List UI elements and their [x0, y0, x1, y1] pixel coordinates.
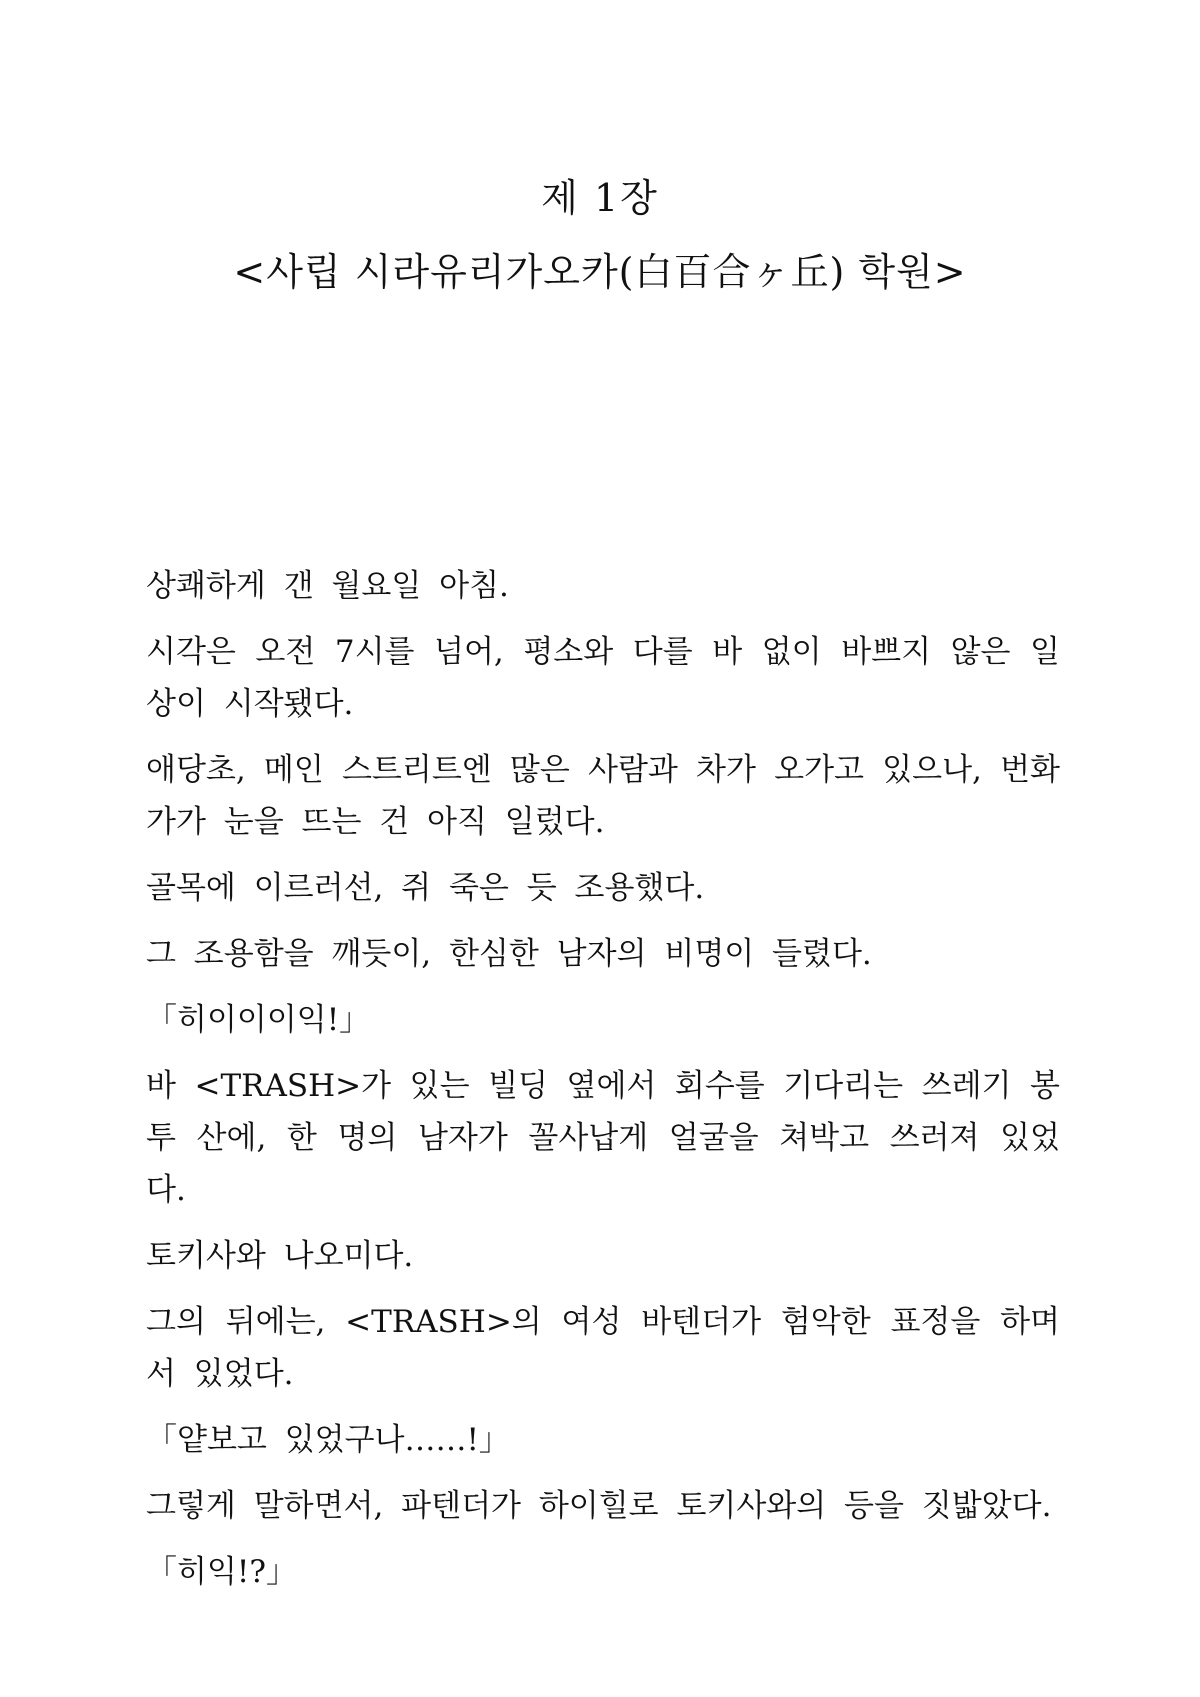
paragraph: 골목에 이르러선, 쥐 죽은 듯 조용했다.: [146, 870, 705, 906]
paragraph: 그의 뒤에는, <TRASH>의 여성 바텐더가 험악한 표정을 하며 서 있었다.: [146, 1304, 1060, 1392]
paragraph: 상쾌하게 갠 월요일 아침.: [146, 568, 509, 604]
paragraph: 애당초, 메인 스트리트엔 많은 사람과 차가 오가고 있으나, 번화가가 눈을 뜨는 건 아직 일렀다.: [146, 752, 1060, 840]
chapter-heading: [0, 168, 1200, 302]
paragraph: 시각은 오전 7시를 넘어, 평소와 다를 바 없이 바쁘지 않은 일상이 시작됐다.: [146, 634, 1060, 722]
dialogue-line: 「얕보고 있었구나……!」: [146, 1422, 510, 1458]
dialogue-line: 「히익!?」: [146, 1554, 297, 1590]
paragraph: 그렇게 말하면서, 파텐더가 하이힐로 토키사와의 등을 짓밟았다.: [146, 1488, 1052, 1524]
paragraph: 토키사와 나오미다.: [146, 1238, 414, 1274]
dialogue-line: 「히이이이익!」: [146, 1002, 371, 1038]
paragraph: 그 조용함을 깨듯이, 한심한 남자의 비명이 들렸다.: [146, 936, 872, 972]
body-text: [146, 560, 1060, 1612]
chapter-number: 제 1장: [541, 176, 659, 220]
chapter-title: <사립 시라유리가오카(白百合ヶ丘) 학원>: [233, 250, 967, 294]
paragraph: 바 <TRASH>가 있는 빌딩 옆에서 회수를 기다리는 쓰레기 봉투 산에, 한 명의 남자가 꼴사납게 얼굴을 쳐박고 쓰러져 있었다.: [146, 1068, 1060, 1208]
